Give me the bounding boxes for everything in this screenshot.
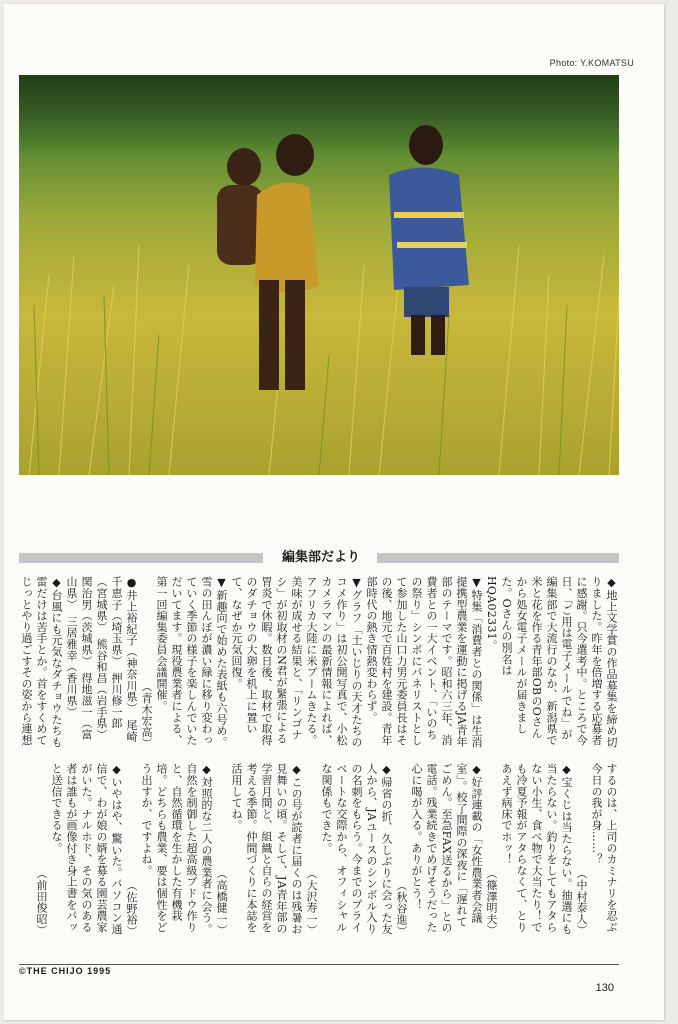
author-signature: （中村泰人）	[575, 868, 588, 936]
footer-divider	[19, 964, 619, 965]
paragraph: ◆宝くじは当たらない。抽選にも当たらない。釣りをしてもアタらない小生、食べ物で大当たり！でも冷夏予報がアタらなくて、とりあえず病床でホッ！	[500, 763, 573, 935]
paragraph: ◆対照的な二人の農業者に会う。自然を制御した超高級ブドウ作りと、自然循環を生かした有機栽培。どちらも農業、要は個性をどう出すか、ですよね。	[140, 763, 213, 935]
magazine-page	[4, 4, 664, 1020]
author-signature: （篠澤明夫）	[485, 868, 498, 936]
author-signature: （高橋健一）	[215, 868, 228, 936]
section-title: 編集部だより	[281, 550, 360, 565]
children-in-rice-field-photo	[19, 75, 619, 475]
photo-credit: Photo: Y.KOMATSU	[549, 58, 634, 68]
author-signature: （青木宏高）	[140, 681, 153, 749]
header-bar-right	[377, 553, 619, 563]
editorial-committee-members: ●井上裕紀子（神奈川県） 尾崎千恵子（埼玉県） 押川修一郎（宮城県） 熊谷和昌（岩手県） 関治男（茨城県） 得地滋一（富山県） 三居雅幸（香川県）	[65, 576, 138, 746]
paragraph: ◆いやはや、驚いた。パソコン通信で、わが娘の婿を募る園芸農家がいた。ナルホド、その気のある者は誰もが画像付き身上書をパッと送信できるな。	[50, 763, 123, 935]
author-signature: （佐野裕）	[125, 879, 138, 936]
paragraph: ▼特集「消費者との関係」は生消提携型農業を運動に掲げるJA青年部のテーマです。昭和六三年、消費者との一大イベント、「いのちの祭り」シンポにパネリストとして参加した山口力男元委員長はその後、地元で百姓村を建設。青年部時代の熱き情熱変わらず。	[365, 576, 483, 748]
paragraph: ◆帰省の折、久しぶりに会った友人から、JAユースのシンボル入りの名刺をもらう。今までのプライベートな交際から、オフィシャルな関係もできた。	[320, 763, 393, 935]
author-signature: （大沢寿一）	[305, 868, 318, 936]
paragraph: ◆好評連載の「女性農業者会議室」。校了間際の深夜に「遅れてごめん。至急FAX送るから」との電話。残業続きでめげそうだった心に喝が入る。ありがとう！	[410, 763, 483, 934]
paragraph: ◆地上文学賞の作品募集を締め切りました。昨年を倍増する応募者に感謝。只今選考中。ところで今日、「ご用は電子メールでね」が編集部で大流行のなか、新潟県で米と花を作る青年部OBのOさんから処女電子メールが届きました。Oさんの別名はHQA02331。	[485, 576, 618, 748]
header-bar-left	[19, 553, 263, 563]
paragraph: ▼新趣向で始めた表紙も六号め。雪の田んぼが濃い緑に移り変わっていく季節の様子を楽しんでいただいてます。現役農業者による、第一回編集委員会議開催。	[155, 576, 228, 748]
page-number: 130	[595, 982, 614, 994]
paragraph: ◆この号が読者に届くのは残暑お見舞いの頃。そして、JA青年部の学習月間と、組織と自らの経営を考える季節。仲間づくりに本誌を活用してね。	[230, 763, 303, 935]
author-signature: （前田俊昭）	[35, 868, 48, 936]
paragraph: ▼グラフ「土いじりの天才たちのコメ作り」は初公開写真で、小松カメラマンの最新情報によれば、アフリカ大陸に米ブームきたる。美味が成せる結果と、「リンゴナシ」が初取材のN君が緊張による胃炎で休暇。数日後、取材で取得のダチョウの大卵を机上に置いて、なぜか元気回復。	[230, 576, 363, 748]
editorial-notes-text	[19, 576, 619, 936]
paragraph: ◆台風にも元気なダチョウたちも雷だけは苦手とか。首をすくめてじっとやり過ごすその姿から連想するのは、上司のカミナリを忍ぶ今日の我が身……？	[20, 576, 618, 933]
copyright: ©THE CHIJO 1995	[19, 966, 112, 976]
author-signature: （秋谷進）	[395, 879, 408, 936]
section-header	[19, 549, 619, 567]
